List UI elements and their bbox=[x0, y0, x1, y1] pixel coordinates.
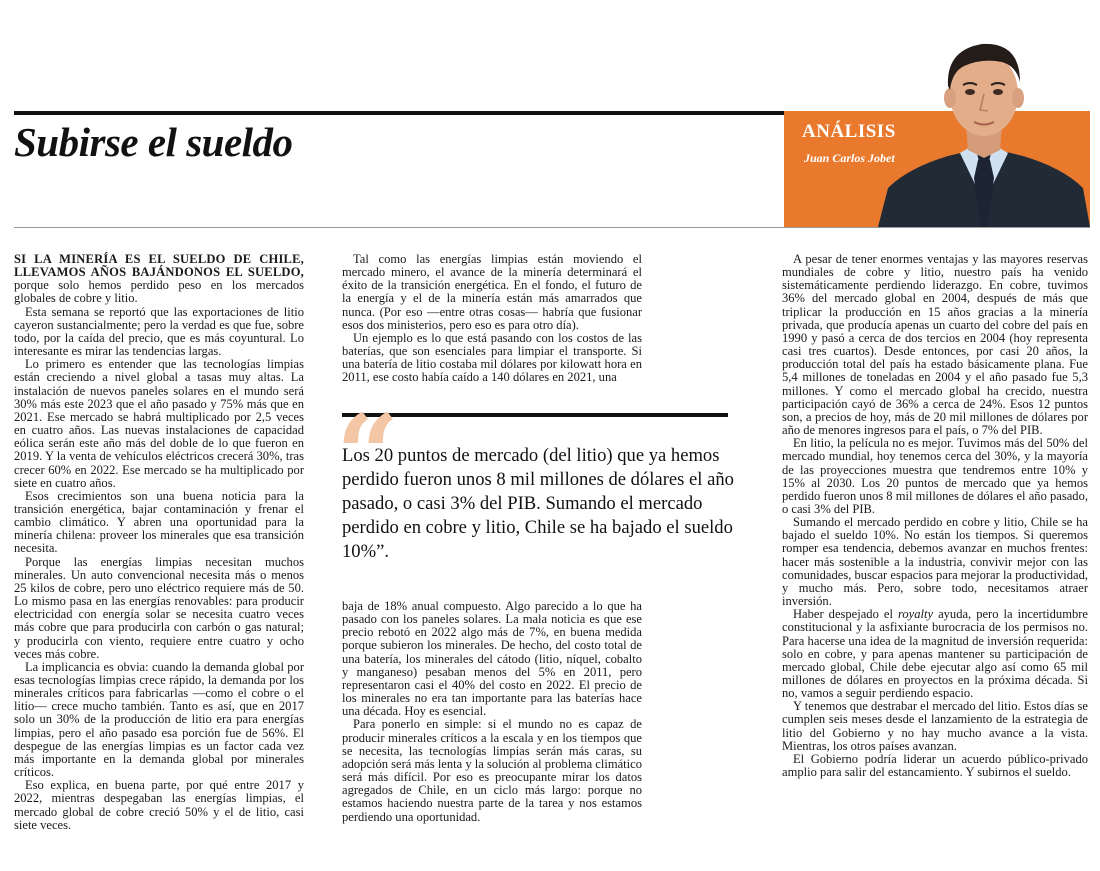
paragraph: Esta semana se reportó que las exportaciones de litio cayeron sustancialmente; pero la verdad es que fue, sobre todo, por la caída del precio, que es más coyuntural. Lo interesante es mirar las tendencias largas. bbox=[14, 304, 304, 359]
paragraph: En litio, la película no es mejor. Tuvimos más del 50% del mercado mundial, hoy tenemos cerca del 30%, y la mayoría de las proyecciones muestra que tendremos entre 10% y 15% al 2030. Los 20 puntos de mercado que ya hemos perdido fueron unos 8 mil millones de dólares el año pasado, o casi 3% del PIB. bbox=[782, 436, 1088, 516]
paragraph: A pesar de tener enormes ventajas y las mayores reservas mundiales de cobre y litio, nuestro país ha venido sistemáticamente perdiendo liderazgo. En cobre, tuvimos 36% del mercado global en 2004, después de más que triplicar la producción en 15 años gracias a la minería privada, que producía apenas un cuarto del cobre del país en 1990 y pasó a cerca de dos tercios en 2004 (hoy representa casi tres cuartos). Desde entonces, por casi 20 años, la producción total del país ha estado básicamente plana. Fue 5,4 millones de toneladas en 2004 y el año pasado fue 5,3 millones. Y como el mercado global ha crecido, nuestra participación cayó de 36% a cerca de 24%. Esos 12 puntos son, a precios de hoy, más de 20 mil millones de dólares por año de menores ingresos para el país, o 7% del PIB. bbox=[782, 252, 1088, 438]
article-column-3 bbox=[782, 253, 1088, 779]
paragraph: Lo primero es entender que las tecnologías limpias están creciendo a nivel global a tasas muy altas. La instalación de nuevos paneles solares en el mundo será 30% más este 2023 que el año pasado y 75% más que en 2021. Ese mercado se habrá multiplicado por 2,5 veces en cuatro años. Las nuevas instalaciones de capacidad eólica serán este año más del doble de lo que fueron en 2019. Y la venta de vehículos eléctricos crecerá 30%, tras crecer 60% en 2022. Ese mercado se ha multiplicado por siete en cuatro años. bbox=[14, 357, 304, 490]
pull-quote: Los 20 puntos de mercado (del litio) que ya hemos perdido fueron unos 8 mil millones de dólares el año pasado, o casi 3% del PIB. Sumando el mercado perdido en cobre y litio, Chile se ha bajado el sueldo 10%”. bbox=[342, 445, 734, 562]
article-column-2-bottom bbox=[342, 600, 642, 824]
paragraph: Eso explica, en buena parte, por qué entre 2017 y 2022, mientras despegaban las energías limpias, el mercado global de cobre creció 50% y el de litio, casi siete veces. bbox=[14, 778, 304, 832]
paragraph: Para ponerlo en simple: si el mundo no es capaz de producir minerales críticos a la escala y en los tiempos que se necesita, las tecnologías limpias serán más caras, su adopción será más lenta y la solución al problema climático será más difícil. Por eso es preocupante mirar los datos agregados de Chile, en un ciclo más largo: porque no estamos haciendo nuestra parte de la tarea y nos estamos perdiendo una oportunidad. bbox=[342, 717, 642, 824]
paragraph-text: ayuda, pero la incertidumbre constitucional y la asfixiante burocracia de los permisos no. Para hacerse una idea de la magnitud de inversión requerida: solo en cobre, y para apenas mantener su participación de mercado global, Chile debe ejecutar algo así como 65 mil millones de dólares en proyectos en la próxima década. Si no, vamos a seguir perdiendo espacio. bbox=[782, 607, 1088, 701]
paragraph: El Gobierno podría liderar un acuerdo público-privado amplio para salir del estancamiento. Y subirnos el sueldo. bbox=[782, 751, 1088, 780]
paragraph: Tal como las energías limpias están moviendo el mercado minero, el avance de la minería determinará el éxito de la transición energética. En el fondo, el futuro de la energía y el de la minería están más amarrados que nunca. (Por eso —entre otras cosas— habría que fusionar esos dos ministerios, pero eso es para otro día). bbox=[342, 252, 642, 332]
author-portrait bbox=[878, 28, 1090, 227]
header-top-rule bbox=[14, 111, 784, 115]
paragraph bbox=[14, 253, 304, 306]
paragraph: Porque las energías limpias necesitan muchos minerales. Un auto convencional necesita más o menos 25 kilos de cobre, pero uno eléctrico requiere más de 50. Lo mismo pasa en las energías renovables: para producir electricidad con energía solar se necesita cuatro veces más cobre que para producirla con carbón o gas natural; y producirla con viento, requiere entre cuatro y ocho veces más cobre. bbox=[14, 554, 304, 661]
quote-mark-icon: “ bbox=[336, 390, 400, 519]
article-headline: Subirse el sueldo bbox=[14, 119, 293, 165]
italic-term: royalty bbox=[897, 607, 934, 622]
paragraph: Sumando el mercado perdido en cobre y litio, Chile se ha bajado el sueldo 10%. No están los tiempos. Si queremos romper esa tendencia, debemos avanzar en muchos frentes: hacer más sostenible a la industria, convivir mejor con las comunidades, buscar espacios para mejorar la productividad, y mucho más. Pero, sobre todo, necesitamos atraer inversión. bbox=[782, 515, 1088, 609]
paragraph: baja de 18% anual compuesto. Algo parecido a lo que ha pasado con los paneles solares. La mala noticia es que ese precio rebotó en 2022 algo más de 7%, en buena medida porque subieron los minerales. De hecho, del costo total de una batería, los minerales del cátodo (litio, níquel, cobalto y manganeso) pesaban menos del 5% en 2011, pero representaron casi el 40% del costo en 2022. El precio de los minerales no era tan importante para las baterías hace una década. Hoy es esencial. bbox=[342, 599, 642, 719]
section-label: ANÁLISIS bbox=[802, 121, 896, 142]
header-bottom-rule bbox=[14, 227, 1090, 228]
paragraph-text: porque solo hemos perdido peso en los mercados globales de cobre y litio. bbox=[14, 278, 304, 306]
article-column-2-top bbox=[342, 253, 642, 385]
paragraph: Un ejemplo es lo que está pasando con los costos de las baterías, que son esenciales para limpiar el transporte. Si una batería de litio costaba mil dólares por kilowatt hora en 2011, ese costo había caído a 140 dólares en 2021, una bbox=[342, 330, 642, 385]
paragraph-text: Haber despejado el bbox=[793, 607, 898, 622]
pull-quote-rule bbox=[342, 413, 728, 417]
lead-in: SI LA MINERÍA ES EL SUELDO DE CHILE, LLEVAMOS AÑOS BAJÁNDONOS EL SUELDO, bbox=[14, 252, 304, 280]
author-name: Juan Carlos Jobet bbox=[804, 151, 895, 165]
article-column-1 bbox=[14, 253, 304, 832]
paragraph: Y tenemos que destrabar el mercado del litio. Estos días se cumplen seis meses desde el lanzamiento de la estrategia de litio del Gobierno y no hay mucho avance a la vista. Mientras, los otros países avanzan. bbox=[782, 699, 1088, 753]
paragraph: Esos crecimientos son una buena noticia para la transición energética, bajar contaminación y frenar el cambio climático. Y abren una oportunidad para la minería chilena: proveer los minerales que esa transición necesita. bbox=[14, 488, 304, 556]
paragraph bbox=[782, 608, 1088, 700]
paragraph: La implicancia es obvia: cuando la demanda global por esas tecnologías limpias crece rápido, la demanda por los minerales críticos para fabricarlas —como el cobre o el litio— crece mucho también. Tanto es así, que en 2017 solo un 30% de la producción de litio era para energías limpias, pero el año pasado esa porción fue de 56%. El despegue de las energías limpias es un factor cada vez más importante en la demanda global por minerales críticos. bbox=[14, 659, 304, 780]
